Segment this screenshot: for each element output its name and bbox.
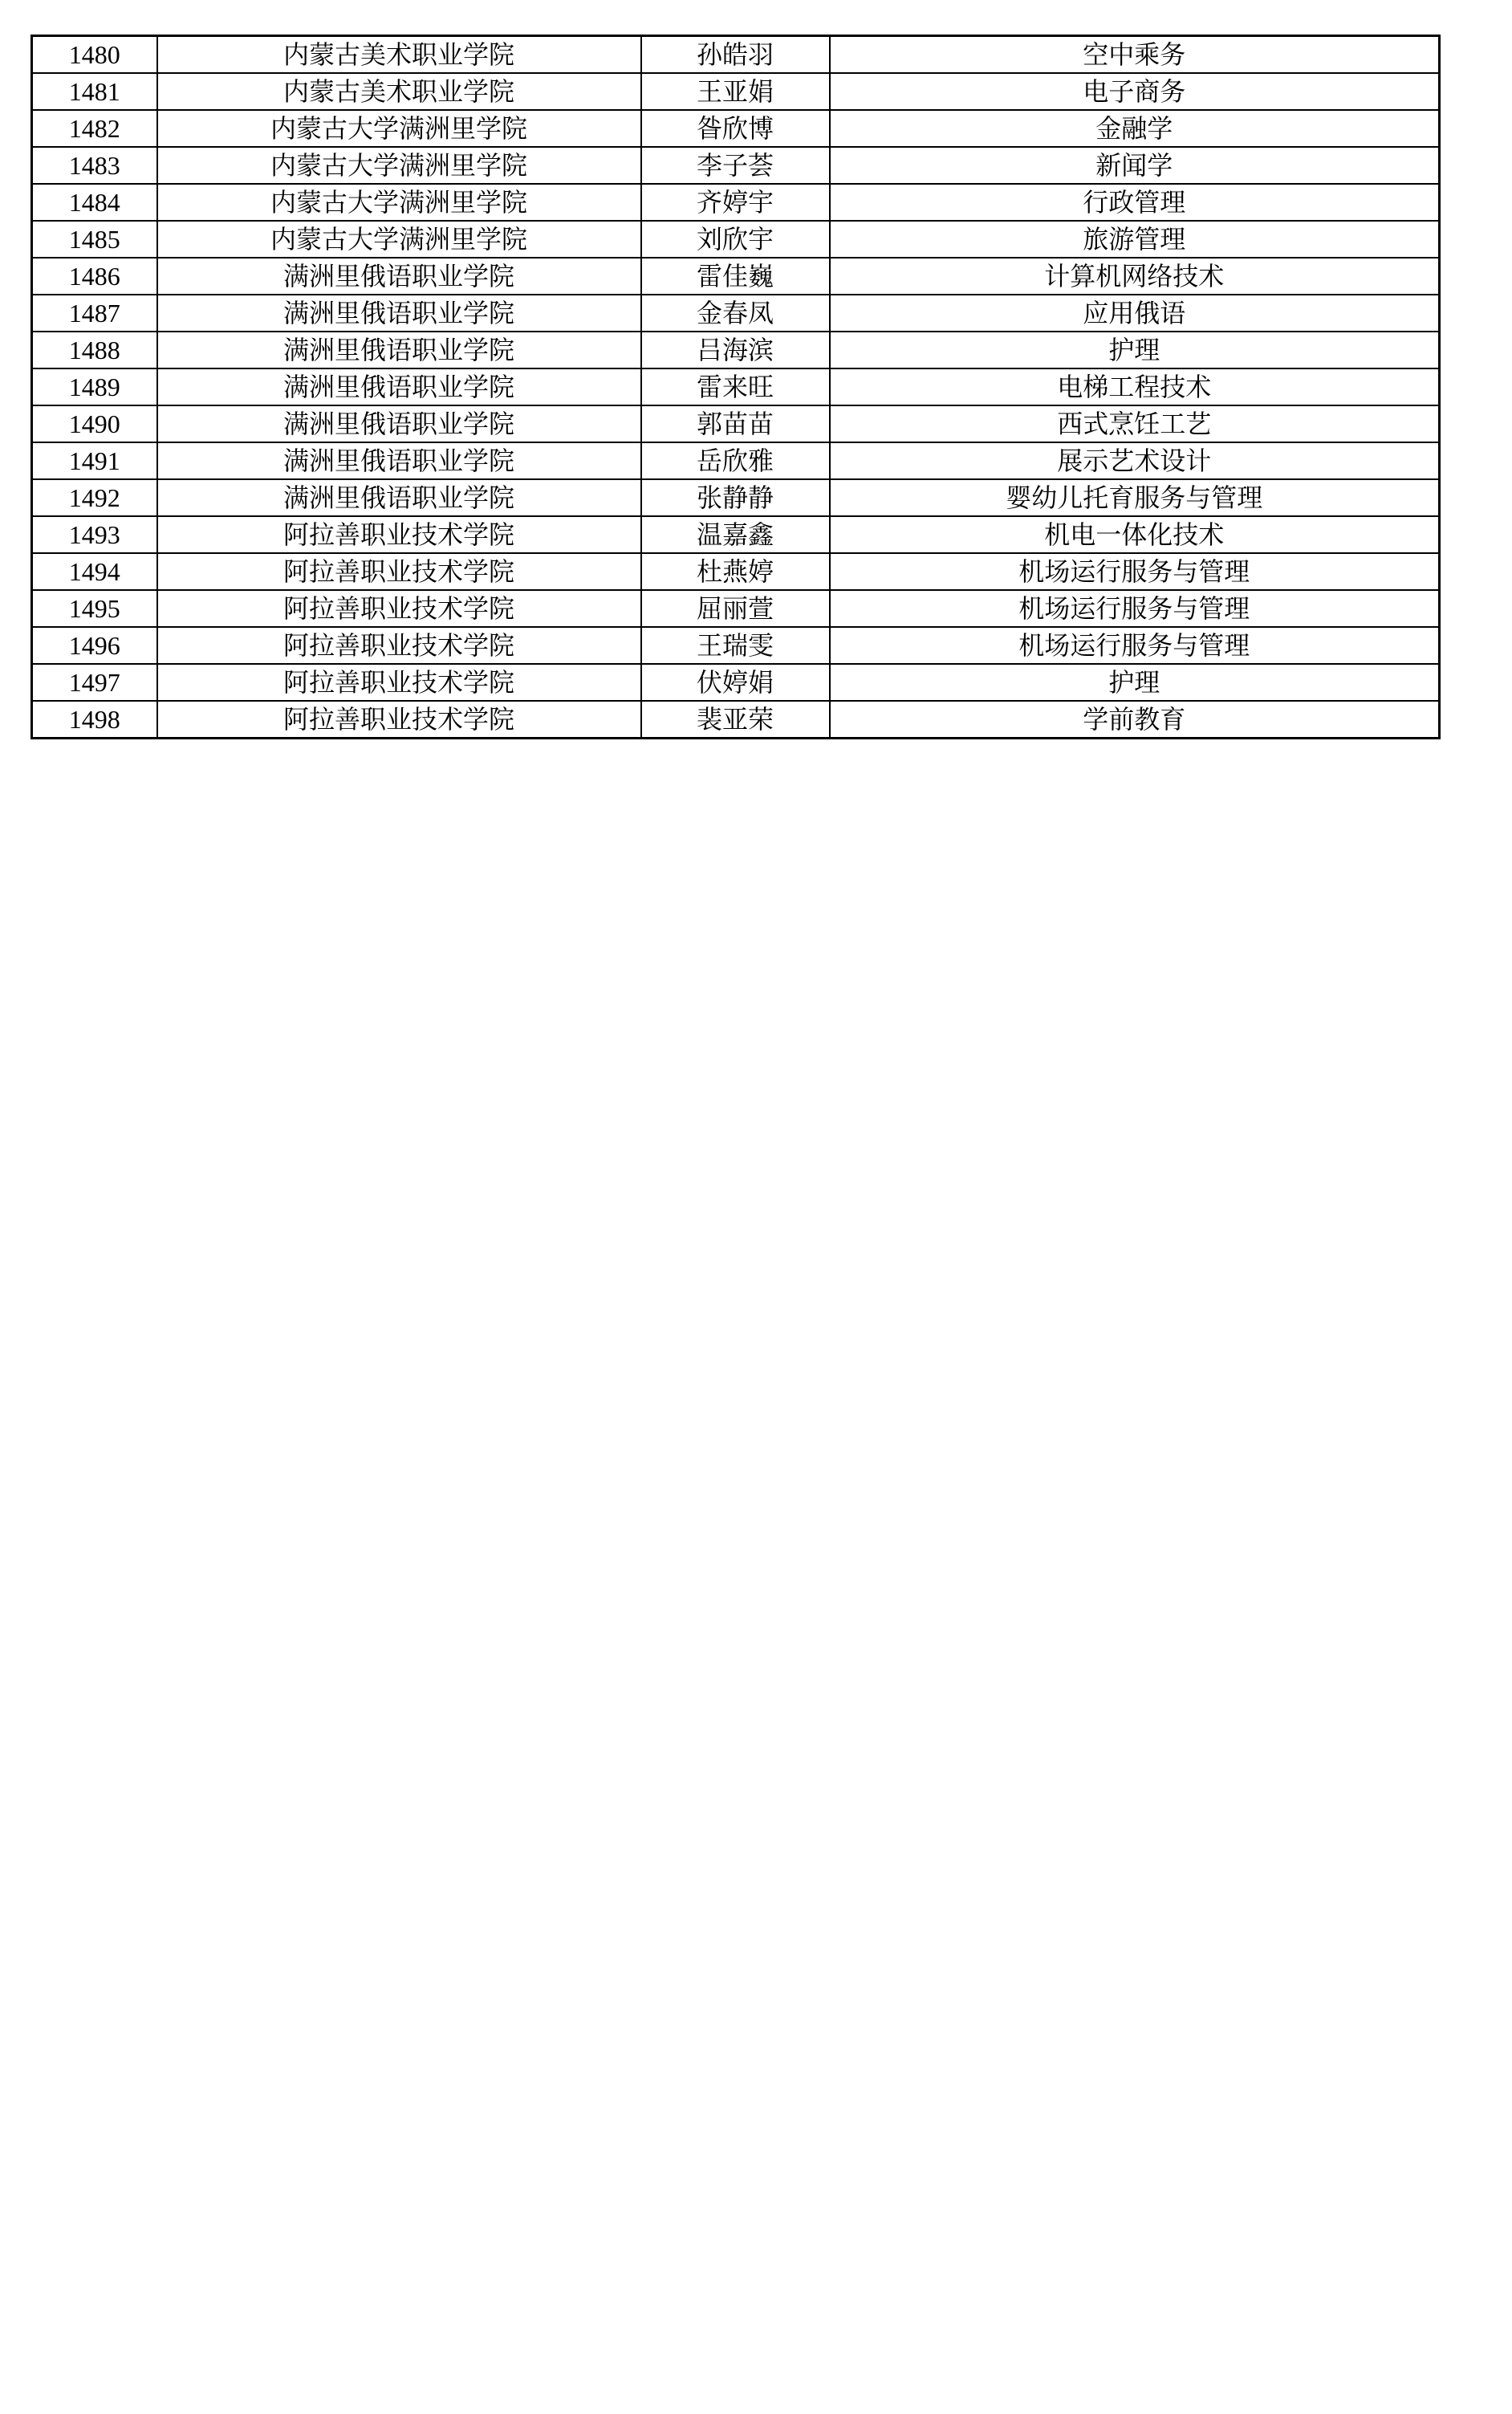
table-row [32, 36, 1440, 74]
cell-school: 阿拉善职业技术学院 [157, 627, 641, 664]
table-row [32, 184, 1440, 221]
cell-student-name: 张静静 [641, 479, 830, 516]
table-row [32, 258, 1440, 295]
cell-number: 1491 [32, 442, 157, 479]
table-row [32, 590, 1440, 627]
cell-number: 1498 [32, 701, 157, 739]
cell-major: 电子商务 [830, 73, 1440, 110]
cell-student-name: 齐婷宇 [641, 184, 830, 221]
cell-school: 阿拉善职业技术学院 [157, 664, 641, 701]
cell-school: 满洲里俄语职业学院 [157, 405, 641, 442]
table-row [32, 332, 1440, 368]
cell-student-name: 杜燕婷 [641, 553, 830, 590]
cell-major: 西式烹饪工艺 [830, 405, 1440, 442]
cell-number: 1485 [32, 221, 157, 258]
table-row [32, 516, 1440, 553]
cell-student-name: 伏婷娟 [641, 664, 830, 701]
cell-major: 护理 [830, 332, 1440, 368]
cell-student-name: 雷佳巍 [641, 258, 830, 295]
roster-table-body [32, 36, 1440, 739]
cell-student-name: 温嘉鑫 [641, 516, 830, 553]
cell-number: 1496 [32, 627, 157, 664]
roster-table [30, 35, 1441, 739]
cell-major: 婴幼儿托育服务与管理 [830, 479, 1440, 516]
cell-number: 1480 [32, 36, 157, 74]
table-row [32, 110, 1440, 147]
cell-student-name: 岳欣雅 [641, 442, 830, 479]
table-row [32, 701, 1440, 739]
cell-major: 应用俄语 [830, 295, 1440, 332]
cell-school: 阿拉善职业技术学院 [157, 516, 641, 553]
cell-student-name: 裴亚荣 [641, 701, 830, 739]
table-row [32, 405, 1440, 442]
cell-number: 1490 [32, 405, 157, 442]
cell-number: 1486 [32, 258, 157, 295]
cell-school: 满洲里俄语职业学院 [157, 442, 641, 479]
cell-number: 1487 [32, 295, 157, 332]
cell-student-name: 王亚娟 [641, 73, 830, 110]
cell-number: 1484 [32, 184, 157, 221]
table-row [32, 442, 1440, 479]
cell-school: 内蒙古大学满洲里学院 [157, 221, 641, 258]
cell-student-name: 屈丽萱 [641, 590, 830, 627]
cell-student-name: 金春凤 [641, 295, 830, 332]
table-row [32, 368, 1440, 405]
cell-major: 机场运行服务与管理 [830, 627, 1440, 664]
cell-major: 机场运行服务与管理 [830, 590, 1440, 627]
cell-student-name: 郭苗苗 [641, 405, 830, 442]
cell-school: 阿拉善职业技术学院 [157, 553, 641, 590]
cell-number: 1494 [32, 553, 157, 590]
cell-number: 1488 [32, 332, 157, 368]
cell-major: 学前教育 [830, 701, 1440, 739]
cell-major: 旅游管理 [830, 221, 1440, 258]
cell-school: 内蒙古大学满洲里学院 [157, 184, 641, 221]
table-row [32, 73, 1440, 110]
cell-school: 满洲里俄语职业学院 [157, 295, 641, 332]
table-row [32, 627, 1440, 664]
cell-student-name: 雷来旺 [641, 368, 830, 405]
table-row [32, 664, 1440, 701]
cell-student-name: 刘欣宇 [641, 221, 830, 258]
cell-major: 计算机网络技术 [830, 258, 1440, 295]
cell-major: 机场运行服务与管理 [830, 553, 1440, 590]
cell-school: 满洲里俄语职业学院 [157, 332, 641, 368]
table-row [32, 479, 1440, 516]
cell-number: 1489 [32, 368, 157, 405]
cell-major: 护理 [830, 664, 1440, 701]
cell-student-name: 李子荟 [641, 147, 830, 184]
cell-major: 行政管理 [830, 184, 1440, 221]
cell-school: 满洲里俄语职业学院 [157, 258, 641, 295]
cell-number: 1495 [32, 590, 157, 627]
table-row [32, 147, 1440, 184]
cell-school: 阿拉善职业技术学院 [157, 701, 641, 739]
cell-major: 电梯工程技术 [830, 368, 1440, 405]
cell-student-name: 孙皓羽 [641, 36, 830, 74]
cell-school: 内蒙古美术职业学院 [157, 36, 641, 74]
cell-number: 1481 [32, 73, 157, 110]
table-row [32, 553, 1440, 590]
cell-major: 空中乘务 [830, 36, 1440, 74]
cell-school: 内蒙古大学满洲里学院 [157, 147, 641, 184]
cell-major: 机电一体化技术 [830, 516, 1440, 553]
cell-student-name: 王瑞雯 [641, 627, 830, 664]
cell-school: 满洲里俄语职业学院 [157, 479, 641, 516]
cell-number: 1493 [32, 516, 157, 553]
cell-major: 新闻学 [830, 147, 1440, 184]
cell-number: 1483 [32, 147, 157, 184]
cell-number: 1497 [32, 664, 157, 701]
cell-student-name: 昝欣博 [641, 110, 830, 147]
cell-student-name: 吕海滨 [641, 332, 830, 368]
table-row [32, 295, 1440, 332]
cell-school: 满洲里俄语职业学院 [157, 368, 641, 405]
cell-school: 阿拉善职业技术学院 [157, 590, 641, 627]
cell-number: 1482 [32, 110, 157, 147]
cell-school: 内蒙古大学满洲里学院 [157, 110, 641, 147]
cell-school: 内蒙古美术职业学院 [157, 73, 641, 110]
cell-major: 展示艺术设计 [830, 442, 1440, 479]
table-row [32, 221, 1440, 258]
cell-number: 1492 [32, 479, 157, 516]
cell-major: 金融学 [830, 110, 1440, 147]
